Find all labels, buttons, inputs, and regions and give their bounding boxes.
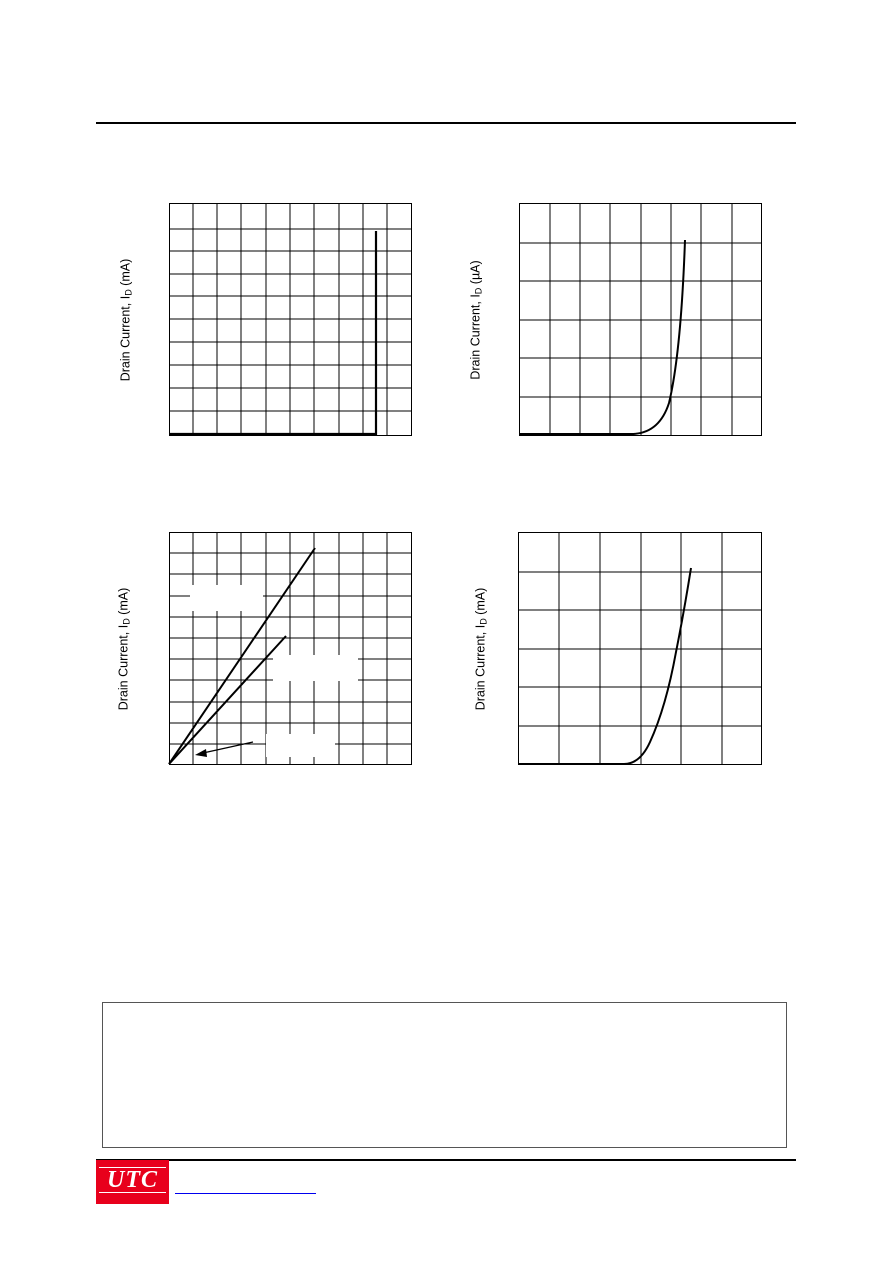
footer-rule	[96, 1159, 796, 1161]
utc-logo-text: UTC	[99, 1167, 166, 1193]
label-box-upper	[190, 585, 263, 611]
chart-drain-current-3	[116, 532, 412, 765]
curve-exponential	[519, 240, 685, 434]
label-box-middle	[273, 655, 358, 681]
header-rule	[96, 122, 796, 124]
chart-drain-current-2	[468, 203, 762, 436]
utc-logo	[96, 1160, 169, 1204]
notice-box	[102, 1002, 787, 1148]
chart-plot-area	[519, 203, 762, 436]
y-axis-label: Drain Current, $I_D$ (mA)	[116, 587, 132, 711]
y-axis-label: Drain Current, $I_D$ (mA)	[118, 258, 134, 382]
website-link[interactable]	[175, 1193, 316, 1194]
chart-plot-area	[169, 532, 412, 765]
curve-transfer	[518, 568, 691, 764]
grid-lines	[519, 203, 762, 436]
chart-drain-current-4	[473, 532, 762, 765]
y-axis-label: Drain Current, $I_D$ (µA)	[468, 260, 484, 380]
grid-lines	[169, 532, 412, 765]
chart-plot-area	[518, 532, 762, 765]
curve-breakdown	[169, 231, 376, 434]
grid-lines	[518, 532, 762, 765]
y-axis-label: Drain Current, $I_D$ (mA)	[473, 587, 489, 711]
chart-plot-area	[169, 203, 412, 436]
label-box-lower	[266, 734, 335, 757]
annotation-arrow-head	[195, 749, 207, 757]
chart-drain-current-1	[118, 203, 412, 436]
